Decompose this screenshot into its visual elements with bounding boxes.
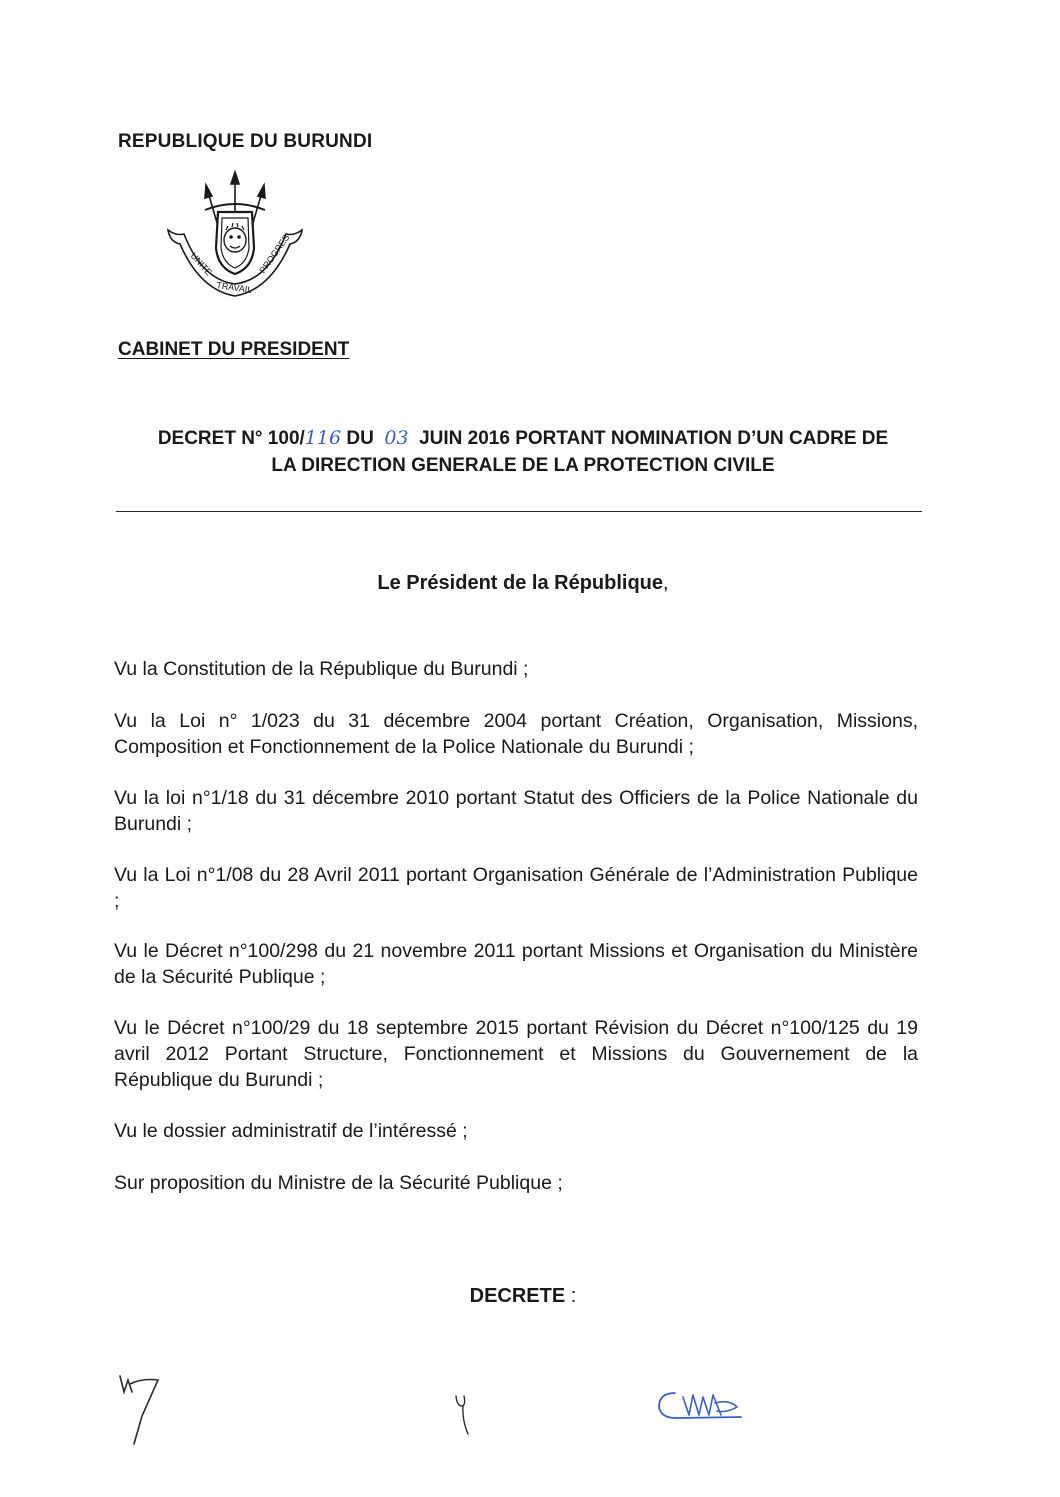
coat-of-arms-emblem [160,170,310,310]
decrete-label: DECRETE [469,1285,566,1307]
motto-travail: TRAVAIL [215,280,253,296]
decree-title [118,425,928,479]
clause-loi-1-023: Vu la Loi n° 1/023 du 31 décembre 2004 portant Création, Organisation, Missions, Composition et Fonctionnement de la Police Nationale du Burundi ; [114,710,918,758]
handwritten-decree-number: 116 [304,427,342,449]
preamble-president [118,572,928,595]
decree-title-prefix: DECRET N° 100/ [157,428,305,449]
clause-loi-1-18: Vu la loi n°1/18 du 31 décembre 2010 portant Statut des Officiers de la Police Nationale du Burundi ; [114,787,918,835]
initials-right-signature [655,1385,750,1430]
motto-unite: UNITE [188,250,215,278]
handwritten-decree-day: 03 [384,427,409,449]
president-punct: , [663,572,669,594]
clause-dossier: Vu le dossier administratif de l’intéressé ; [114,1120,468,1142]
country-heading: REPUBLIQUE DU BURUNDI [118,131,373,152]
clause-loi-1-08: Vu la Loi n°1/08 du 28 Avril 2011 portant Organisation Générale de l’Administration Publique ; [114,864,918,912]
title-divider [116,511,922,512]
clause-constitution: Vu la Constitution de la République du Burundi ; [114,658,529,680]
president-label: Le Président de la République [377,572,664,594]
clause-decret-100-29: Vu le Décret n°100/29 du 18 septembre 2015 portant Révision du Décret n°100/125 du 19 avril 2012 Portant Structure, Fonctionnement et Missions du Gouvernement de la République du Burundi ; [114,1017,918,1091]
initials-left-signature [112,1370,172,1450]
decrete-punct: : [570,1285,577,1307]
decree-title-line-1 [118,425,928,452]
decree-title-du: DU [346,428,374,449]
motto-progres: PROGRES [257,232,292,276]
decree-title-line-2: LA DIRECTION GENERALE DE LA PROTECTION CIVILE [271,455,775,476]
decrete-heading [118,1285,928,1308]
decree-title-rest: JUIN 2016 PORTANT NOMINATION D’UN CADRE DE [419,428,889,449]
clause-decret-100-298: Vu le Décret n°100/298 du 21 novembre 2011 portant Missions et Organisation du Ministère de la Sécurité Publique ; [114,940,918,988]
cabinet-heading: CABINET DU PRESIDENT [118,339,350,360]
clause-proposition: Sur proposition du Ministre de la Sécurité Publique ; [114,1172,563,1194]
initials-center-signature [448,1390,488,1440]
